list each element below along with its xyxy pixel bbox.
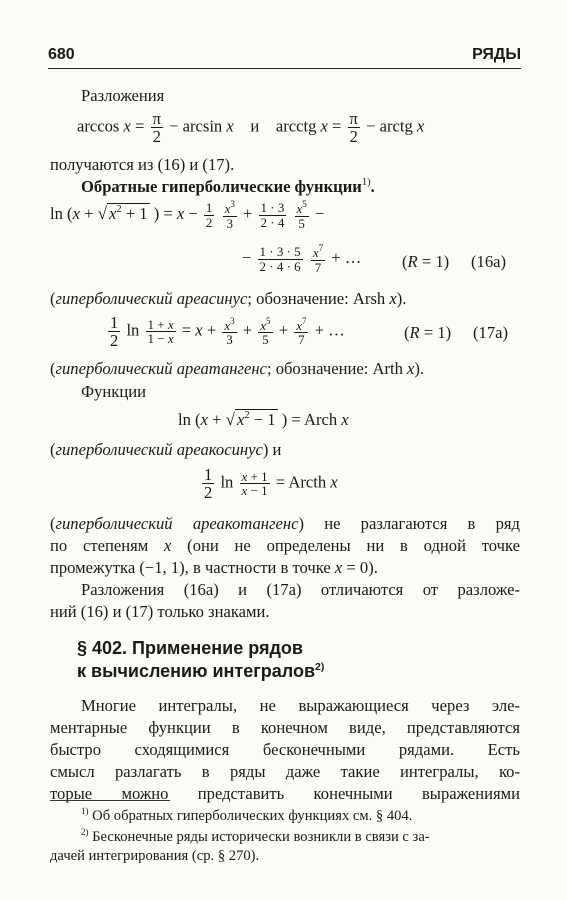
footnote-2 <box>81 827 430 846</box>
expansions-label: Разложения <box>81 86 165 105</box>
functions-label: Функции <box>81 382 146 401</box>
formula-17a-R: (R = 1) <box>404 323 452 342</box>
footnote-divider <box>50 800 170 801</box>
arsh-name: гиперболический ареасинус <box>55 289 248 308</box>
section-title <box>77 637 324 682</box>
arccos-arcctg-formula: arccos x = $\frac{\pi}{2}$ − arcsin x и arcctg x = $\frac{\pi}{2}$ − arctg x <box>77 109 425 147</box>
footnote-2-text: Бесконечные ряды исторически возникли в связи с за- <box>92 829 430 845</box>
footnote-1 <box>81 806 412 825</box>
body-line5: торые можно представить конечными выражениями <box>50 784 520 803</box>
arch-note: (гиперболический ареакосинус) и <box>50 440 282 459</box>
running-title: РЯДЫ <box>472 46 521 63</box>
arcth-line3: промежутка (−1, 1), в частности в точке x = 0). <box>50 558 378 577</box>
page-number: 680 <box>48 46 75 63</box>
arch-formula: ln (x + √ $x^2 - 1$ ) = Arch x <box>178 410 349 429</box>
arsh-note: (гиперболический ареасинус; обозначение: Arsh x). <box>50 289 407 308</box>
formula-16a-number: (16a) <box>471 252 507 271</box>
footnote-1-mark: 1) <box>81 806 89 816</box>
formula-17a: $\frac{1}{2}$ ln $\frac{1 + x}{1 - x}$ = x + $\frac{x^3}{3}$ + $\frac{x^5}{5}$ + $\frac{x^7}{7}$ + … <box>110 313 345 351</box>
formula-16a-line1: ln (x + √ $x^2 + 1$ ) = x − $\frac{1}{2}$ $\frac{x^3}{3}$ + $\frac{1 \cdot 3}{2 \cdot 4}$ $\frac{x^5}{5}$ − <box>50 199 325 231</box>
formula-17a-number: (17a) <box>473 323 509 342</box>
section-title-line2-wrap <box>77 660 324 683</box>
section-footnote-mark: 2) <box>315 660 325 673</box>
expansions-tail: получаются из (16) и (17). <box>50 155 235 174</box>
arcth-formula: $\frac{1}{2}$ ln $\frac{x + 1}{x - 1}$ = Arcth x <box>204 465 338 503</box>
arcth-name: гиперболический ареакотангенс <box>55 514 299 533</box>
heading-footnote-mark: 1) <box>361 177 371 188</box>
section-title-line1: § 402. Применение рядов <box>77 638 303 658</box>
differ-line2: ний (16) и (17) только знаками. <box>50 602 270 621</box>
body-line3: быстро сходящимися бесконечными рядами. Есть <box>50 740 520 759</box>
arch-name: гиперболический ареакосинус <box>55 440 263 459</box>
heading-text: Обратные гиперболические функции <box>81 177 362 196</box>
arth-name: гиперболический ареатангенс <box>55 359 267 378</box>
section-title-line2: к вычислению интегралов <box>77 660 316 681</box>
body-line2: ментарные функции в конечном виде, представляются <box>50 718 520 737</box>
arcth-line1: (гиперболический ареакотангенс) не разлагаются в ряд <box>50 514 520 533</box>
footnote-1-text: Об обратных гиперболических функциях см. § 404. <box>92 808 413 824</box>
arth-note: (гиперболический ареатангенс; обозначение: Arth x). <box>50 359 425 378</box>
body-line1: Многие интегралы, не выражающиеся через эле- <box>81 696 520 715</box>
body-line4: смысл разлагать в ряды даже такие интегралы, ко- <box>50 762 520 781</box>
inverse-hyperbolic-heading: Обратные гиперболические функции$^{1)}$. <box>81 177 375 196</box>
differ-line1: Разложения (16а) и (17а) отличаются от разложе- <box>81 580 520 599</box>
formula-16a-line2: − $\frac{1 \cdot 3 \cdot 5}{2 \cdot 4 \cdot 6}$ $\frac{x^7}{7}$ + … <box>242 243 362 275</box>
footnote-2-continued: дачей интегрирования (ср. § 270). <box>50 848 260 864</box>
arcth-line2: по степеням x (они не определены ни в одной точке <box>50 536 520 555</box>
formula-16a-R: (R = 1) <box>402 252 450 271</box>
footnote-2-mark: 2) <box>81 827 89 837</box>
page-header <box>48 40 521 69</box>
